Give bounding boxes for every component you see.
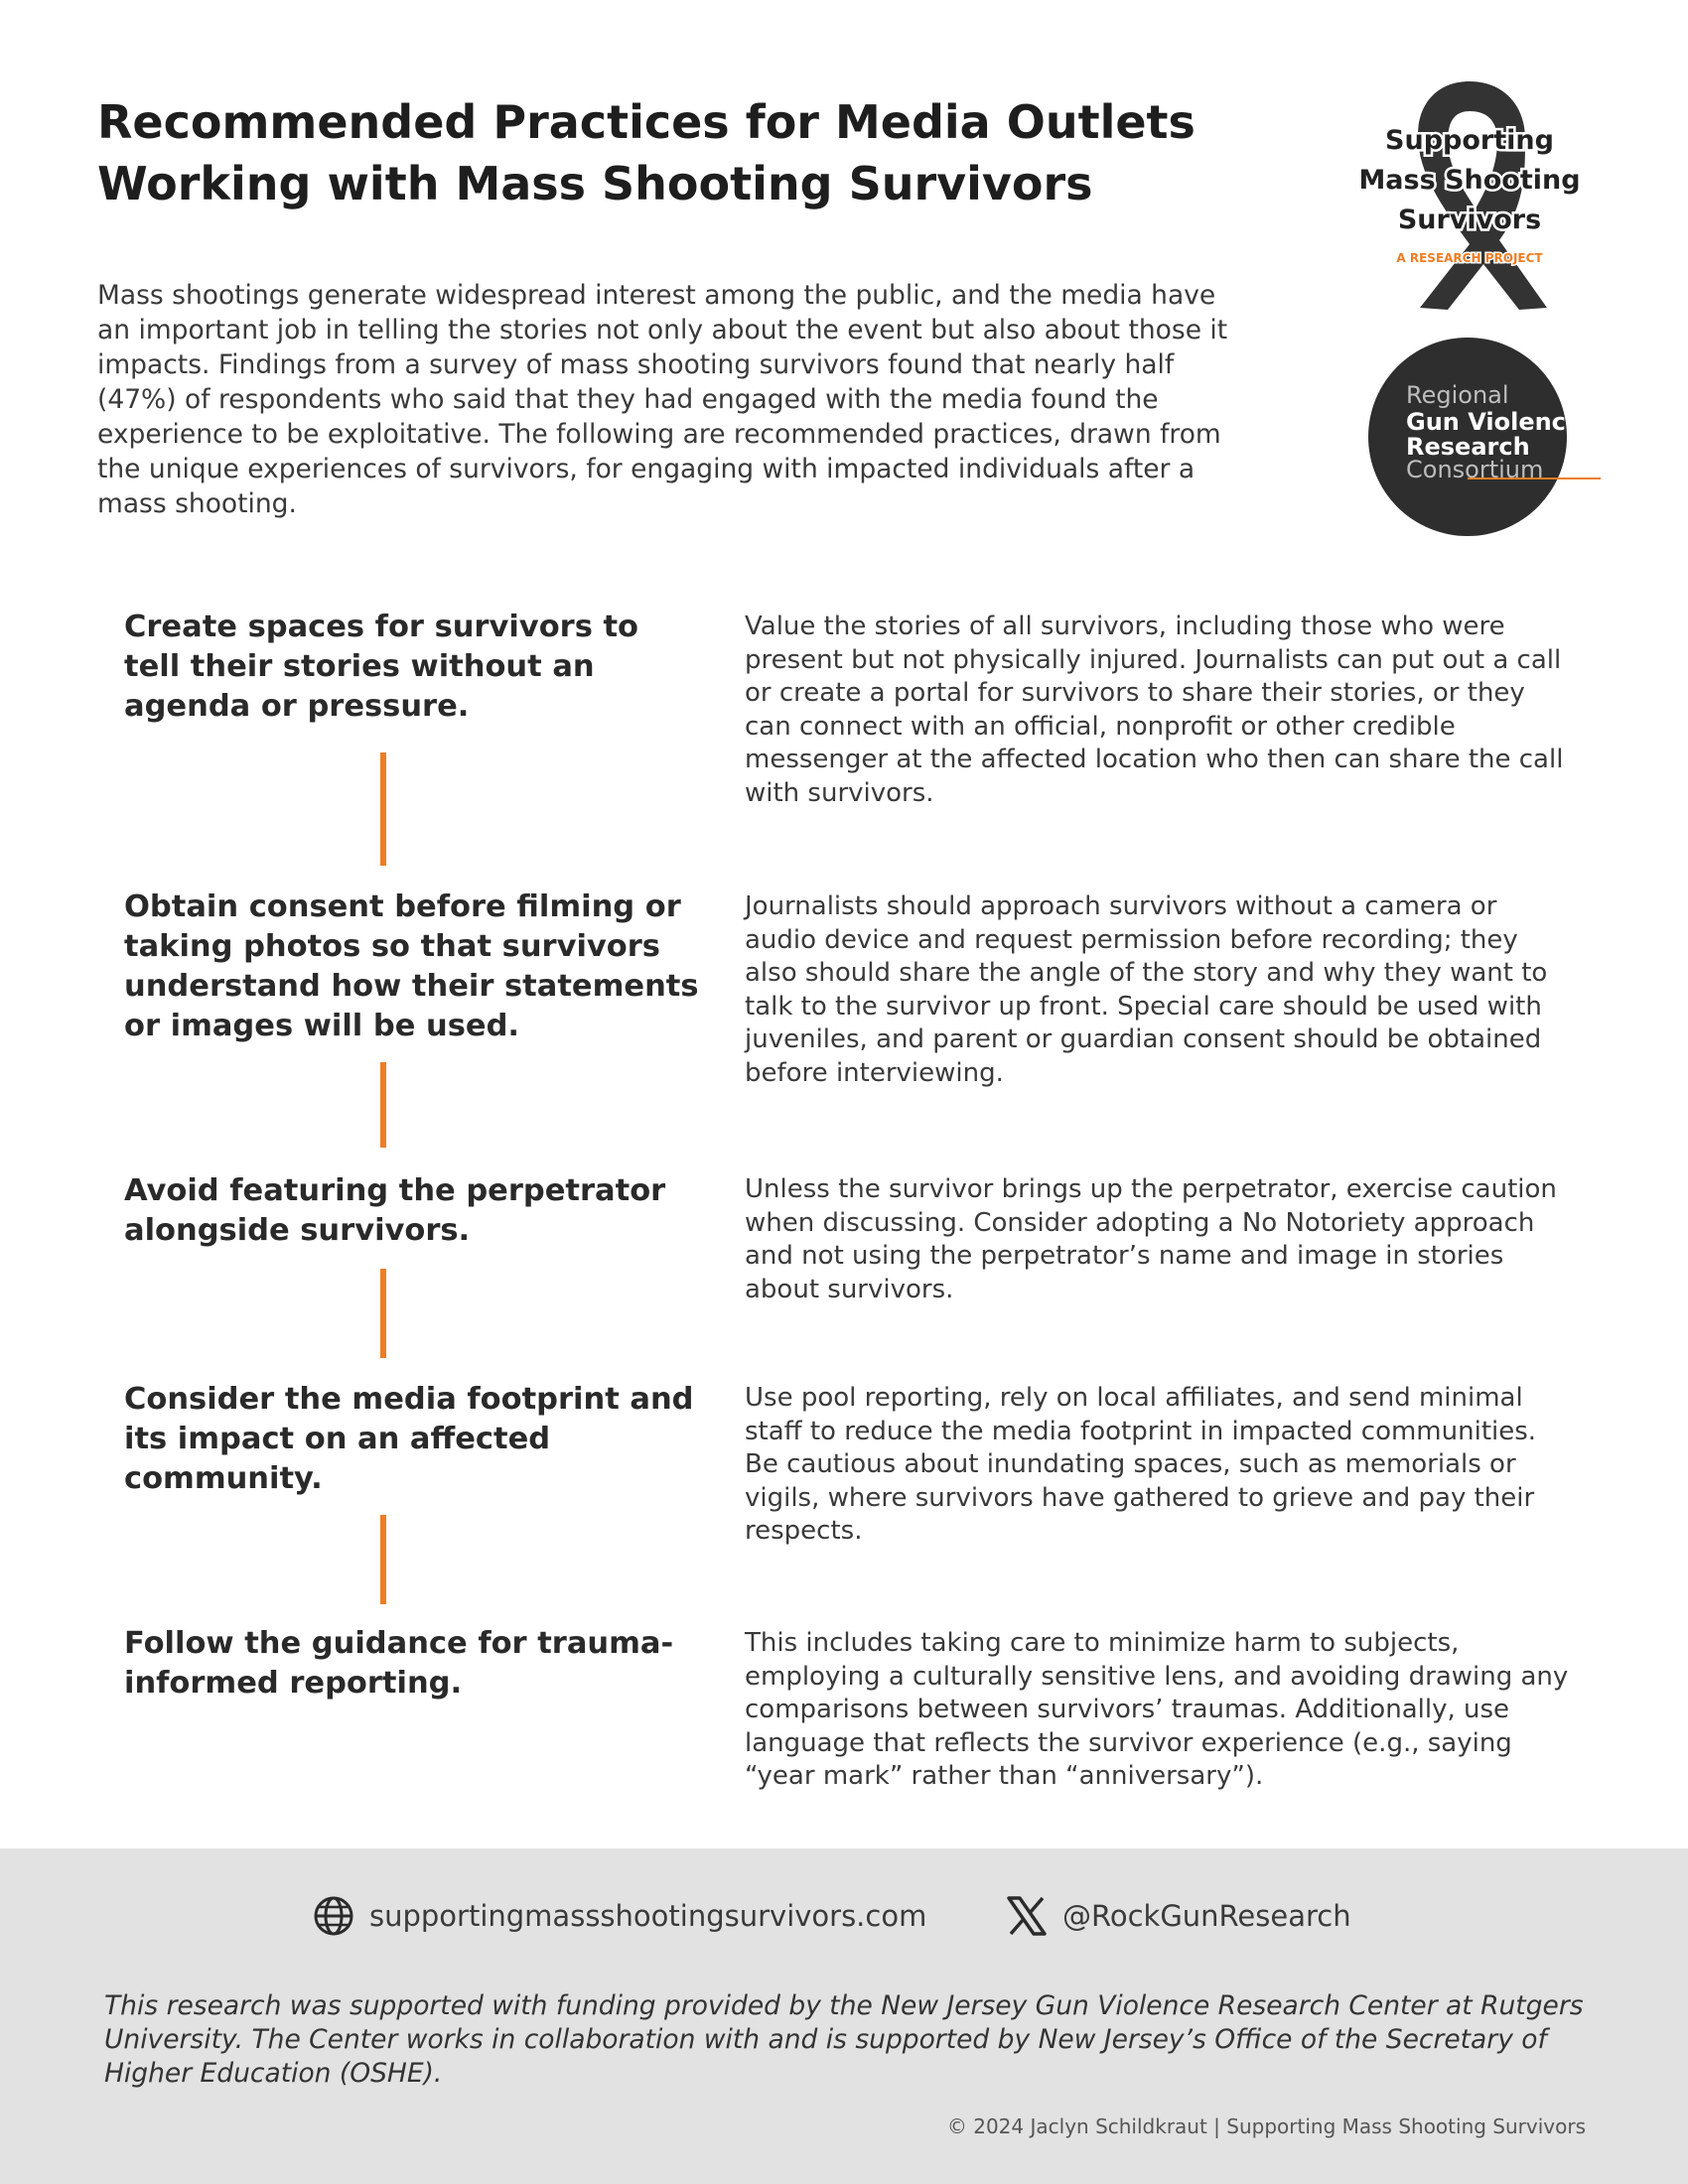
funding-note: This research was supported with funding provided by the New Jersey Gun Violence Research Center at Rutgers University. The Center works in collaboration with and is supported by New Jersey’s Office of the Secretary of Higher Education (OSHE). xyxy=(104,1990,1584,2089)
consortium-text-line-2: Gun Violence xyxy=(1406,408,1583,436)
x-logo-icon xyxy=(1005,1894,1049,1938)
logo-text-line-1: Supporting xyxy=(1385,125,1554,156)
orange-connector-line xyxy=(380,752,386,866)
consortium-text-line-1: Regional xyxy=(1406,381,1509,409)
logo-text-line-3: Survivors xyxy=(1397,205,1542,235)
orange-connector-line xyxy=(380,1062,386,1148)
page-title xyxy=(97,91,1249,214)
logo-text-line-2: Mass Shooting xyxy=(1358,165,1581,196)
supporting-mass-shooting-survivors-logo xyxy=(1350,77,1589,316)
practice-description: Value the stories of all survivors, including those who were present but not physically injured. Journalists can put out a call or create a portal for survivors to share their stories, or they can connect with an official, nonprofit or other credible messenger at the affected location who then can share the call with survivors. xyxy=(745,612,1564,808)
practice-description: Journalists should approach survivors without a camera or audio device and request permission before recording; they also should share the angle of the story and why they want to talk to the survivor up front. Special care should be used with juveniles, and parent or guardian consent should be obtained before interviewing. xyxy=(745,891,1548,1088)
regional-gun-violence-research-consortium-logo xyxy=(1368,338,1607,536)
practice-heading: Obtain consent before filming or taking photos so that survivors understand how their statements or images will be used. xyxy=(124,889,699,1043)
practice-description: This includes taking care to minimize harm to subjects, employing a culturally sensitive lens, and avoiding drawing any comparisons between survivors’ traumas. Additionally, use language that reflects the survivor experience (e.g., saying “year mark” rather than “anniversary”). xyxy=(745,1628,1569,1791)
title-line-2: Working with Mass Shooting Survivors xyxy=(97,157,1093,210)
consortium-text-line-3: Research xyxy=(1406,433,1530,461)
copyright-notice: © 2024 Jaclyn Schildkraut | Supporting Mass Shooting Survivors xyxy=(946,2115,1586,2138)
orange-connector-line xyxy=(380,1269,386,1358)
social-handle-link[interactable]: @RockGunResearch xyxy=(1062,1899,1351,1933)
practice-description: Unless the survivor brings up the perpetrator, exercise caution when discussing. Consider adopting a No Notoriety approach and not using the perpetrator’s name and image in stories about survivors. xyxy=(745,1174,1557,1304)
practice-description: Use pool reporting, rely on local affiliates, and send minimal staff to reduce the media footprint in impacted communities. Be cautious about inundating spaces, such as memorials or vigils, where survivors have gathered to grieve and pay their respects. xyxy=(745,1383,1537,1546)
logo-tagline: A RESEARCH PROJECT xyxy=(1396,251,1543,265)
globe-icon xyxy=(312,1894,355,1938)
title-line-1: Recommended Practices for Media Outlets xyxy=(97,95,1196,149)
awareness-ribbon-icon xyxy=(1418,81,1547,310)
social-contact[interactable] xyxy=(1005,1894,1351,1938)
practice-heading: Consider the media footprint and its impact on an affected community. xyxy=(124,1382,694,1496)
website-link[interactable]: supportingmassshootingsurvivors.com xyxy=(369,1899,927,1933)
practice-heading: Follow the guidance for trauma-informed reporting. xyxy=(124,1626,674,1701)
orange-connector-line xyxy=(380,1515,386,1604)
website-contact[interactable] xyxy=(312,1894,926,1938)
intro-paragraph: Mass shootings generate widespread interest among the public, and the media have an important job in telling the stories not only about the event but also about those it impacts. Findings from a survey of mass shooting survivors found that nearly half (47%) of respondents who said that they had engaged with the media found the experience to be exploitative. The following are recommended practices, drawn from the unique experiences of survivors, for engaging with impacted individuals after a mass shooting. xyxy=(97,280,1228,519)
practice-heading: Avoid featuring the perpetrator alongside survivors. xyxy=(124,1173,666,1248)
consortium-text-line-4: Consortium xyxy=(1406,456,1544,483)
practice-heading: Create spaces for survivors to tell their stories without an agenda or pressure. xyxy=(124,610,638,724)
